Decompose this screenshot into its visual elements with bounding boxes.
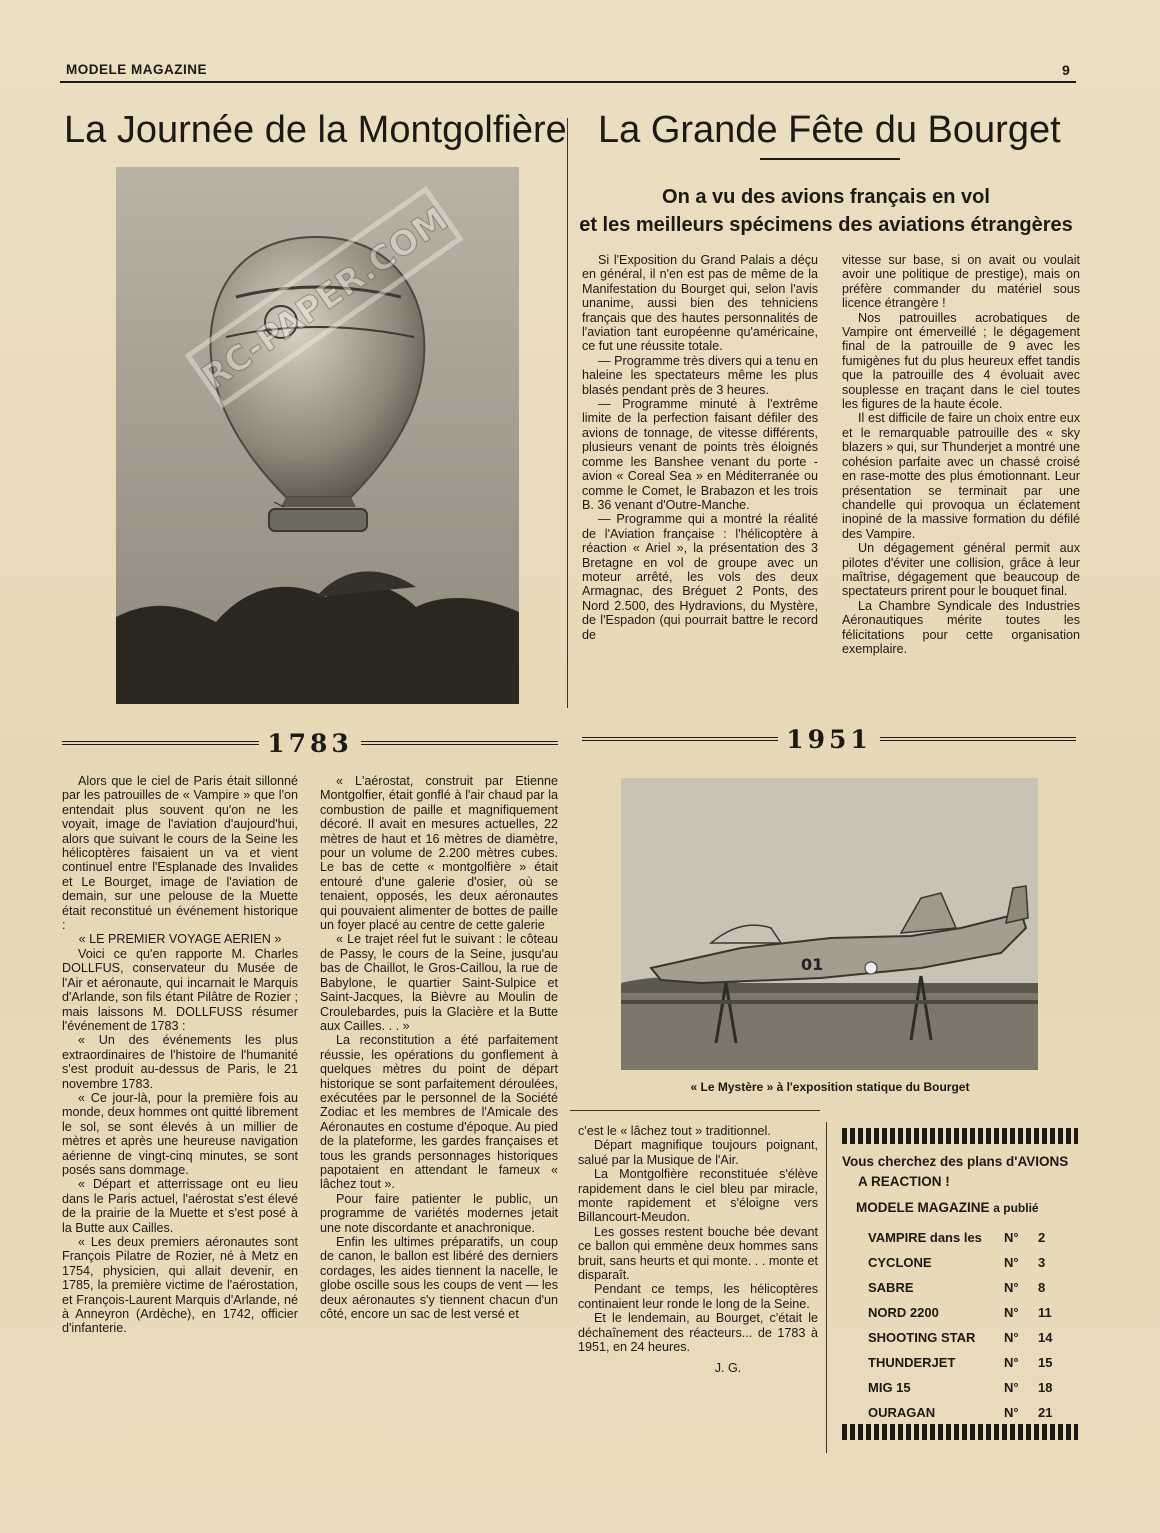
- paragraph: Départ magnifique toujours poignant, salué par la Musique de l'Air.: [578, 1138, 818, 1167]
- svg-text:RC-PAPER.COM: RC-PAPER.COM: [195, 199, 456, 399]
- plan-name: SHOOTING STAR: [868, 1330, 976, 1345]
- paragraph: Pour faire patienter le public, un programme de variétés modernes jetait une note discordante et anachronique.: [320, 1191, 558, 1235]
- paragraph: Voici ce qu'en rapporte M. Charles DOLLFUS, conservateur du Musée de l'Air et aéronaute, qui incarnait le Marquis d'Arlande, son fils étant Pilâtre de Rozier ; mais laissons M. DOLLFUSS résumer l'événement de 1783 :: [62, 946, 298, 1033]
- aircraft-photo-caption: « Le Mystère » à l'exposition statique du Bourget: [690, 1080, 970, 1094]
- ad-plan-list: [868, 1225, 1078, 1425]
- plan-no-label: N°: [1004, 1405, 1019, 1420]
- plan-name: NORD 2200: [868, 1305, 939, 1320]
- right-article-col-2: [842, 253, 1080, 656]
- plan-issue-number: 11: [1038, 1305, 1052, 1320]
- left-article-col-1: [62, 774, 298, 1336]
- paragraph: La Montgolfière reconstituée s'élève rapidement dans le ciel bleu par miracle, monte rapidement et s'éloigne vers Billancourt-Meudon.: [578, 1167, 818, 1225]
- paragraph: La reconstitution a été parfaitement réussie, les opérations du gonflement à quelques mètres du point de départ historique se sont parfaitement déroulées, exécutées par le personnel de la Société Zodiac et les membres de l'Amicale des Aéronautes en costume d'époque. Au pied de la plateforme, les gardes françaises et tous les grands personnages historiques papotaient en attendant le fameux « lâchez tout ».: [320, 1033, 558, 1192]
- year-label: 1783: [267, 728, 353, 758]
- plan-no-label: N°: [1004, 1355, 1019, 1370]
- year-separator-1783: [62, 728, 558, 758]
- plan-no-label: N°: [1004, 1230, 1019, 1245]
- header-rule: [60, 81, 1076, 83]
- plan-no-label: N°: [1004, 1255, 1019, 1270]
- ad-plan-row: [868, 1250, 1078, 1275]
- ad-plan-row: [868, 1225, 1078, 1250]
- plan-no-label: N°: [1004, 1280, 1019, 1295]
- year-label: 1951: [786, 724, 872, 754]
- paragraph: — Programme très divers qui a tenu en haleine les spectateurs même les plus blasés pendant près de 3 heures.: [582, 353, 818, 397]
- right-article-col-1: [582, 253, 818, 642]
- ad-publisher-name: MODELE MAGAZINE: [856, 1200, 990, 1215]
- paragraph: « L'aérostat, construit par Etienne Montgolfier, était gonflé à l'air chaud par la combustion de paille et magnifiquement décoré. Il avait en mesures actuelles, 22 mètres de haut et 16 mètres de diamètre, pour un volume de 2.200 mètres cubes. Le bas de cette « montgolfière » était entouré d'une galerie d'osier, où se tenaient, opposés, les deux aéronautes qui pouvaient alimenter de bottes de paille un foyer placé au centre de cette galerie: [320, 774, 558, 933]
- aircraft-photo: [621, 778, 1038, 1070]
- paragraph: « Les deux premiers aéronautes sont François Pilatre de Rozier, né à Metz en 1754, physicien, qui allait devenir, en 1785, la première victime de l'aérostation, et François-Laurent Marquis d'Arlande, né à Anneyron (Ardèche), en 1742, officier d'infanterie.: [62, 1235, 298, 1336]
- paragraph: « Ce jour-là, pour la première fois au monde, deux hommes ont quitté librement le sol, se sont élevés à un millier de mètres et après une heureuse navigation aérienne de vingt-cinq minutes, se sont posés sans dommage.: [62, 1090, 298, 1177]
- plan-issue-number: 2: [1038, 1230, 1046, 1245]
- paragraph: Nos patrouilles acrobatiques de Vampire ont émerveillé ; le dégagement final de la patrouille de 9 avec les fumigènes fut du plus heureux effet tandis que la patrouille des 4 évoluait avec souplesse en traçant dans le ciel toutes les figures de la haute école.: [842, 310, 1080, 412]
- plan-no-label: N°: [1004, 1305, 1019, 1320]
- sidebar-rule: [826, 1122, 827, 1453]
- ad-bottom-border: [842, 1424, 1078, 1440]
- paragraph: Si l'Exposition du Grand Palais a déçu en général, il n'en est pas de même de la Manifestation du Bourget qui, selon l'avis unanime, aussi bien des tehniciens français que des hautes personnalités de l'aviation tant européenne qu'américaine, ce fut une réussite totale.: [582, 253, 818, 354]
- year-separator-1951: [582, 724, 1076, 754]
- plan-name: CYCLONE: [868, 1255, 932, 1270]
- ad-question-line-2: A REACTION !: [858, 1174, 950, 1189]
- plan-no-label: N°: [1004, 1330, 1019, 1345]
- plan-name: VAMPIRE dans les: [868, 1230, 982, 1245]
- ad-published: a publié: [993, 1201, 1039, 1215]
- paragraph-heading: « LE PREMIER VOYAGE AERIEN »: [78, 932, 282, 947]
- signature: J. G.: [714, 1360, 742, 1375]
- plan-issue-number: 14: [1038, 1330, 1053, 1345]
- dashed-rule: [880, 737, 1076, 741]
- ad-question-line-1: Vous cherchez des plans d'AVIONS: [842, 1154, 1069, 1169]
- paragraph: Les gosses restent bouche bée devant ce ballon qui emmène deux hommes sans bruit, sans heurts et qui monte. . . monte et disparaît.: [578, 1224, 818, 1283]
- watermark-stamp: [140, 100, 500, 500]
- ad-plan-row: [868, 1375, 1078, 1400]
- ad-plan-row: [868, 1350, 1078, 1375]
- aircraft-photo-illustration: [621, 778, 1038, 1070]
- left-article-col-3: [578, 1124, 818, 1375]
- rc-paper-logo: [140, 100, 500, 500]
- column-divider: [567, 118, 568, 708]
- paragraph: — Programme minuté à l'extrême limite de la perfection faisant défiler des avions de tonnage, de vitesse différents, plusieurs venant de points très éloignés comme les Banshee venant du porte - avion « Coreal Sea » en Méditerranée ou comme le Comet, le Brabazon et les trois B. 36 venant d'Outre-Manche.: [582, 397, 818, 512]
- plan-name: OURAGAN: [868, 1405, 936, 1420]
- section-rule: [570, 1110, 820, 1111]
- dashed-rule: [62, 741, 259, 745]
- left-article-title: La Journée de la Montgolfière: [64, 109, 567, 151]
- title-underline: [760, 158, 900, 160]
- dashed-rule: [361, 741, 558, 745]
- paragraph: c'est le « lâchez tout » traditionnel.: [578, 1124, 771, 1138]
- ad-publisher: [856, 1200, 1039, 1215]
- right-article-title: La Grande Fête du Bourget: [598, 109, 1061, 151]
- plan-issue-number: 15: [1038, 1355, 1053, 1370]
- magazine-name: MODELE MAGAZINE: [66, 62, 207, 77]
- ad-plan-row: [868, 1325, 1078, 1350]
- svg-text:01: 01: [801, 955, 824, 974]
- plan-name: THUNDERJET: [868, 1355, 956, 1370]
- ad-plan-row: [868, 1400, 1078, 1425]
- ad-question: [842, 1152, 1082, 1192]
- ad-plan-row: [868, 1275, 1078, 1300]
- subtitle-line-2: et les meilleurs spécimens des aviations étrangères: [579, 214, 1073, 236]
- plan-no-label: N°: [1004, 1380, 1019, 1395]
- left-article-col-2: [320, 774, 558, 1321]
- plan-name: MIG 15: [868, 1380, 911, 1395]
- dashed-rule: [582, 737, 778, 741]
- paragraph: La Chambre Syndicale des Industries Aéronautiques mérite toutes les félicitations pour cette organisation exemplaire.: [842, 598, 1080, 656]
- right-article-subtitle: [578, 183, 1074, 239]
- paragraph: « Départ et atterrissage ont eu lieu dans le Paris actuel, l'aérostat s'est élevé de la prairie de la Muette et s'est posé à la Butte aux Cailles.: [62, 1177, 298, 1235]
- paragraph: vitesse sur base, si on avait ou voulait avoir une politique de prestige), mais on préfère commander du matériel sous licence étrangère !: [842, 253, 1080, 311]
- ad-plan-row: [868, 1300, 1078, 1325]
- paragraph: « Le trajet réel fut le suivant : le côteau de Passy, le cours de la Seine, jusqu'au bas de Chaillot, le Gros-Caillou, la rue de Babylone, le quartier Saint-Sulpice et Saint-Jacques, la Bièvre au Moulin de Croulebardes, puis la Glacière et la Butte aux Cailles. . . »: [320, 932, 558, 1033]
- paragraph: Et le lendemain, au Bourget, c'était le déchaînement des réacteurs... de 1783 à 1951, en 24 heures.: [578, 1311, 818, 1355]
- plan-name: SABRE: [868, 1280, 914, 1295]
- paragraph: Il est difficile de faire un choix entre eux et le remarquable patrouille des « sky blazers » qui, sur Thunderjet a montré une cohésion parfaite avec un chassé croisé en rase-motte des plus émotionnant. Leur présentation se terminait par une chandelle qui provoqua un éclatement inopiné de la massive formation du défilé des Vampire.: [842, 411, 1080, 541]
- paragraph: Un dégagement général permit aux pilotes d'éviter une collision, grâce à leur maîtrise, dégagement que beaucoup de spectateurs prirent pour le bouquet final.: [842, 541, 1080, 599]
- page-number: 9: [1062, 62, 1070, 78]
- paragraph: Alors que le ciel de Paris était sillonné par les patrouilles de « Vampire » que l'on entendait plus souvent qu'on ne les voyait, image de l'aviation d'aujourd'hui, alors que suivant le cours de la Seine les hélicoptères faisaient un va et vient continuel entre l'Esplanade des Invalides et Le Bourget, image de l'aviation de demain, sur une pelouse de la Muette était reconstitué un événement historique :: [62, 774, 298, 933]
- paragraph: — Programme qui a montré la réalité de l'Aviation française : l'hélicoptère à réaction « Ariel », la présentation des 3 Bretagne en vol de groupe avec un moteur arrêté, les vols des deux Armagnac, des Bréguet 2 Ponts, des Nord 2.500, des Hydravions, du Mystère, de l'Espadon (qui pourrait battre le record de: [582, 512, 818, 642]
- plan-issue-number: 8: [1038, 1280, 1046, 1295]
- paragraph: Enfin les ultimes préparatifs, un coup de canon, le ballon est libéré des derniers cordages, les aides tiennent la nacelle, le globe oscille sous les coups de vent — les deux aéronautes s'y tiennent chacun d'un côté, encore un sac de lest versé et: [320, 1235, 558, 1322]
- plan-issue-number: 21: [1038, 1405, 1053, 1420]
- paragraph: « Un des événements les plus extraordinaires de l'histoire de l'humanité s'est produit au-dessus de Paris, le 21 novembre 1783.: [62, 1033, 298, 1091]
- ad-top-border: [842, 1128, 1078, 1144]
- paragraph: Pendant ce temps, les hélicoptères continaient leur ronde le long de la Seine.: [578, 1282, 818, 1311]
- plan-issue-number: 18: [1038, 1380, 1053, 1395]
- plan-issue-number: 3: [1038, 1255, 1046, 1270]
- subtitle-line-1: On a vu des avions français en vol: [662, 186, 990, 208]
